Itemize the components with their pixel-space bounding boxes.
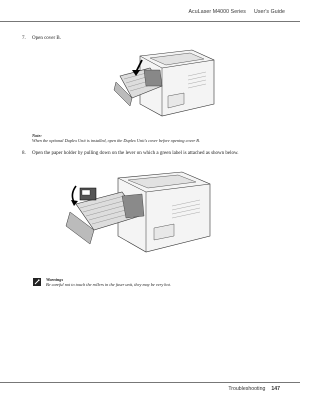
footer-section: Troubleshooting — [228, 386, 266, 392]
warning-icon — [33, 278, 41, 286]
warning-title: Warnings — [46, 277, 64, 282]
step-number: 8. — [22, 151, 26, 156]
guide-name: User's Guide — [253, 9, 285, 15]
step-text: Open cover B. — [32, 36, 62, 41]
header-rule — [0, 21, 300, 22]
note-text: When the optional Duplex Unit is installed, open the Duplex Unit's cover before opening cover B. — [32, 138, 200, 144]
step-number: 7. — [22, 36, 26, 41]
page-footer — [228, 386, 280, 392]
product-name: AcuLaser M4000 Series — [188, 9, 246, 15]
footer-rule — [0, 382, 300, 383]
printer-cover-b-illustration — [110, 46, 220, 124]
step-7 — [22, 36, 272, 42]
warning-block — [46, 277, 171, 288]
page-number: 147 — [271, 386, 280, 392]
note-title: Note: — [32, 133, 42, 138]
page-header — [189, 9, 286, 15]
warning-text: Be careful not to touch the rollers in the fuser unit, they may be very hot. — [46, 282, 171, 288]
step-text: Open the paper holder by pulling down on the lever on which a green label is attached as shown below. — [32, 151, 239, 156]
paper-holder-lever-illustration — [62, 170, 214, 262]
note-block — [32, 133, 200, 144]
step-8 — [22, 151, 272, 157]
